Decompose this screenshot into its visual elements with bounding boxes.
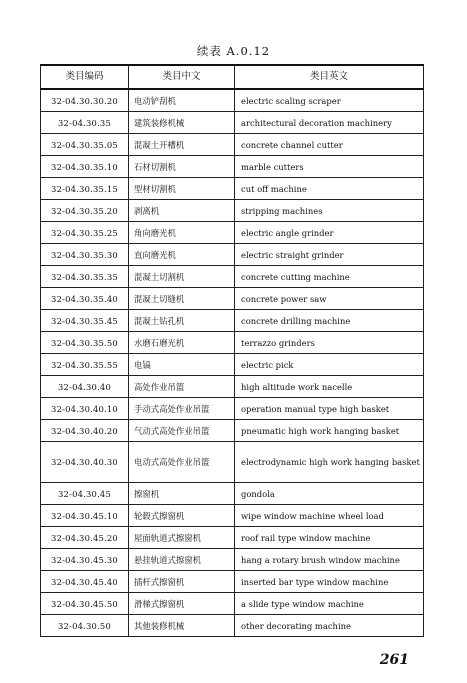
cell-english: hang a rotary brush window machine [235,549,424,571]
cell-english: pneumatic high work hanging basket [235,420,424,442]
cell-chinese: 建筑装修机械 [129,112,235,134]
cell-english: gondola [235,483,424,505]
table-row [41,420,424,442]
cell-chinese: 混凝土开槽机 [129,134,235,156]
table-row [41,200,424,222]
table-row [41,222,424,244]
cell-chinese: 高处作业吊篮 [129,376,235,398]
cell-chinese: 其他装修机械 [129,615,235,637]
header-chinese: 类目中文 [129,65,235,89]
cell-code: 32-04.30.45.40 [41,571,129,593]
cell-chinese: 电镐 [129,354,235,376]
cell-english: wipe window machine wheel load [235,505,424,527]
table-row [41,310,424,332]
cell-code: 32-04.30.35.40 [41,288,129,310]
cell-chinese: 石材切割机 [129,156,235,178]
cell-chinese: 型材切割机 [129,178,235,200]
table-row [41,112,424,134]
cell-code: 32-04.30.50 [41,615,129,637]
cell-english: cut off machine [235,178,424,200]
cell-english: roof rail type window machine [235,527,424,549]
cell-code: 32-04.30.35.25 [41,222,129,244]
cell-chinese: 屋面轨道式擦窗机 [129,527,235,549]
table-row [41,288,424,310]
table-row [41,571,424,593]
cell-chinese: 悬挂轨道式擦窗机 [129,549,235,571]
cell-code: 32-04.30.35 [41,112,129,134]
cell-code: 32-04.30.35.30 [41,244,129,266]
cell-chinese: 插杆式擦窗机 [129,571,235,593]
cell-chinese: 混凝土切缝机 [129,288,235,310]
cell-english: inserted bar type window machine [235,571,424,593]
cell-english: a slide type window machine [235,593,424,615]
cell-english: concrete cutting machine [235,266,424,288]
cell-code: 32-04.30.35.50 [41,332,129,354]
cell-english: electric pick [235,354,424,376]
cell-code: 32-04.30.35.10 [41,156,129,178]
cell-code: 32-04.30.35.55 [41,354,129,376]
cell-code: 32-04.30.40.30 [41,442,129,483]
table-caption: 续表 A.0.12 [196,44,271,58]
cell-chinese: 混凝土切割机 [129,266,235,288]
cell-code: 32-04.30.45.30 [41,549,129,571]
cell-code: 32-04.30.45.50 [41,593,129,615]
classification-table [40,64,424,637]
cell-english: terrazzo grinders [235,332,424,354]
table-body [41,89,424,637]
table-row [41,615,424,637]
cell-code: 32-04.30.45 [41,483,129,505]
cell-english: high altitude work nacelle [235,376,424,398]
cell-chinese: 直向磨光机 [129,244,235,266]
cell-code: 32-04.30.40 [41,376,129,398]
cell-code: 32-04.30.40.10 [41,398,129,420]
cell-english: concrete drilling machine [235,310,424,332]
cell-chinese: 气动式高处作业吊篮 [129,420,235,442]
table-row [41,156,424,178]
table-row [41,178,424,200]
cell-chinese: 手动式高处作业吊篮 [129,398,235,420]
cell-english: concrete power saw [235,288,424,310]
cell-english: electric straight grinder [235,244,424,266]
cell-chinese: 擦窗机 [129,483,235,505]
table-row [41,398,424,420]
table-row [41,505,424,527]
cell-chinese: 混凝土钻孔机 [129,310,235,332]
header-english: 类目英文 [235,65,424,89]
table-row [41,266,424,288]
table-row [41,442,424,483]
cell-code: 32-04.30.30.20 [41,89,129,112]
cell-english: architectural decoration machinery [235,112,424,134]
table-row [41,89,424,112]
cell-chinese: 电动式高处作业吊篮 [129,442,235,483]
cell-code: 32-04.30.35.05 [41,134,129,156]
table-row [41,483,424,505]
cell-code: 32-04.30.35.45 [41,310,129,332]
table-row [41,527,424,549]
cell-chinese: 角向磨光机 [129,222,235,244]
cell-chinese: 电动铲刮机 [129,89,235,112]
table-header-row [41,65,424,89]
cell-english: stripping machines [235,200,424,222]
header-code: 类目编码 [41,65,129,89]
cell-code: 32-04.30.45.20 [41,527,129,549]
table-row [41,244,424,266]
table-row [41,549,424,571]
cell-code: 32-04.30.35.15 [41,178,129,200]
cell-chinese: 水磨石磨光机 [129,332,235,354]
table-row [41,134,424,156]
page-number: 261 [379,652,409,668]
cell-chinese: 滑梯式擦窗机 [129,593,235,615]
table-row [41,376,424,398]
cell-code: 32-04.30.35.20 [41,200,129,222]
cell-english: operation manual type high basket [235,398,424,420]
table-row [41,332,424,354]
cell-english: marble cutters [235,156,424,178]
cell-english: other decorating machine [235,615,424,637]
cell-code: 32-04.30.35.35 [41,266,129,288]
cell-chinese: 轮毂式擦窗机 [129,505,235,527]
cell-english: electric scaling scraper [235,89,424,112]
cell-english: concrete channel cutter [235,134,424,156]
cell-code: 32-04.30.45.10 [41,505,129,527]
cell-english: electrodynamic high work hanging basket [235,442,424,483]
table-row [41,593,424,615]
cell-chinese: 剥离机 [129,200,235,222]
cell-code: 32-04.30.40.20 [41,420,129,442]
table-row [41,354,424,376]
cell-english: electric angle grinder [235,222,424,244]
